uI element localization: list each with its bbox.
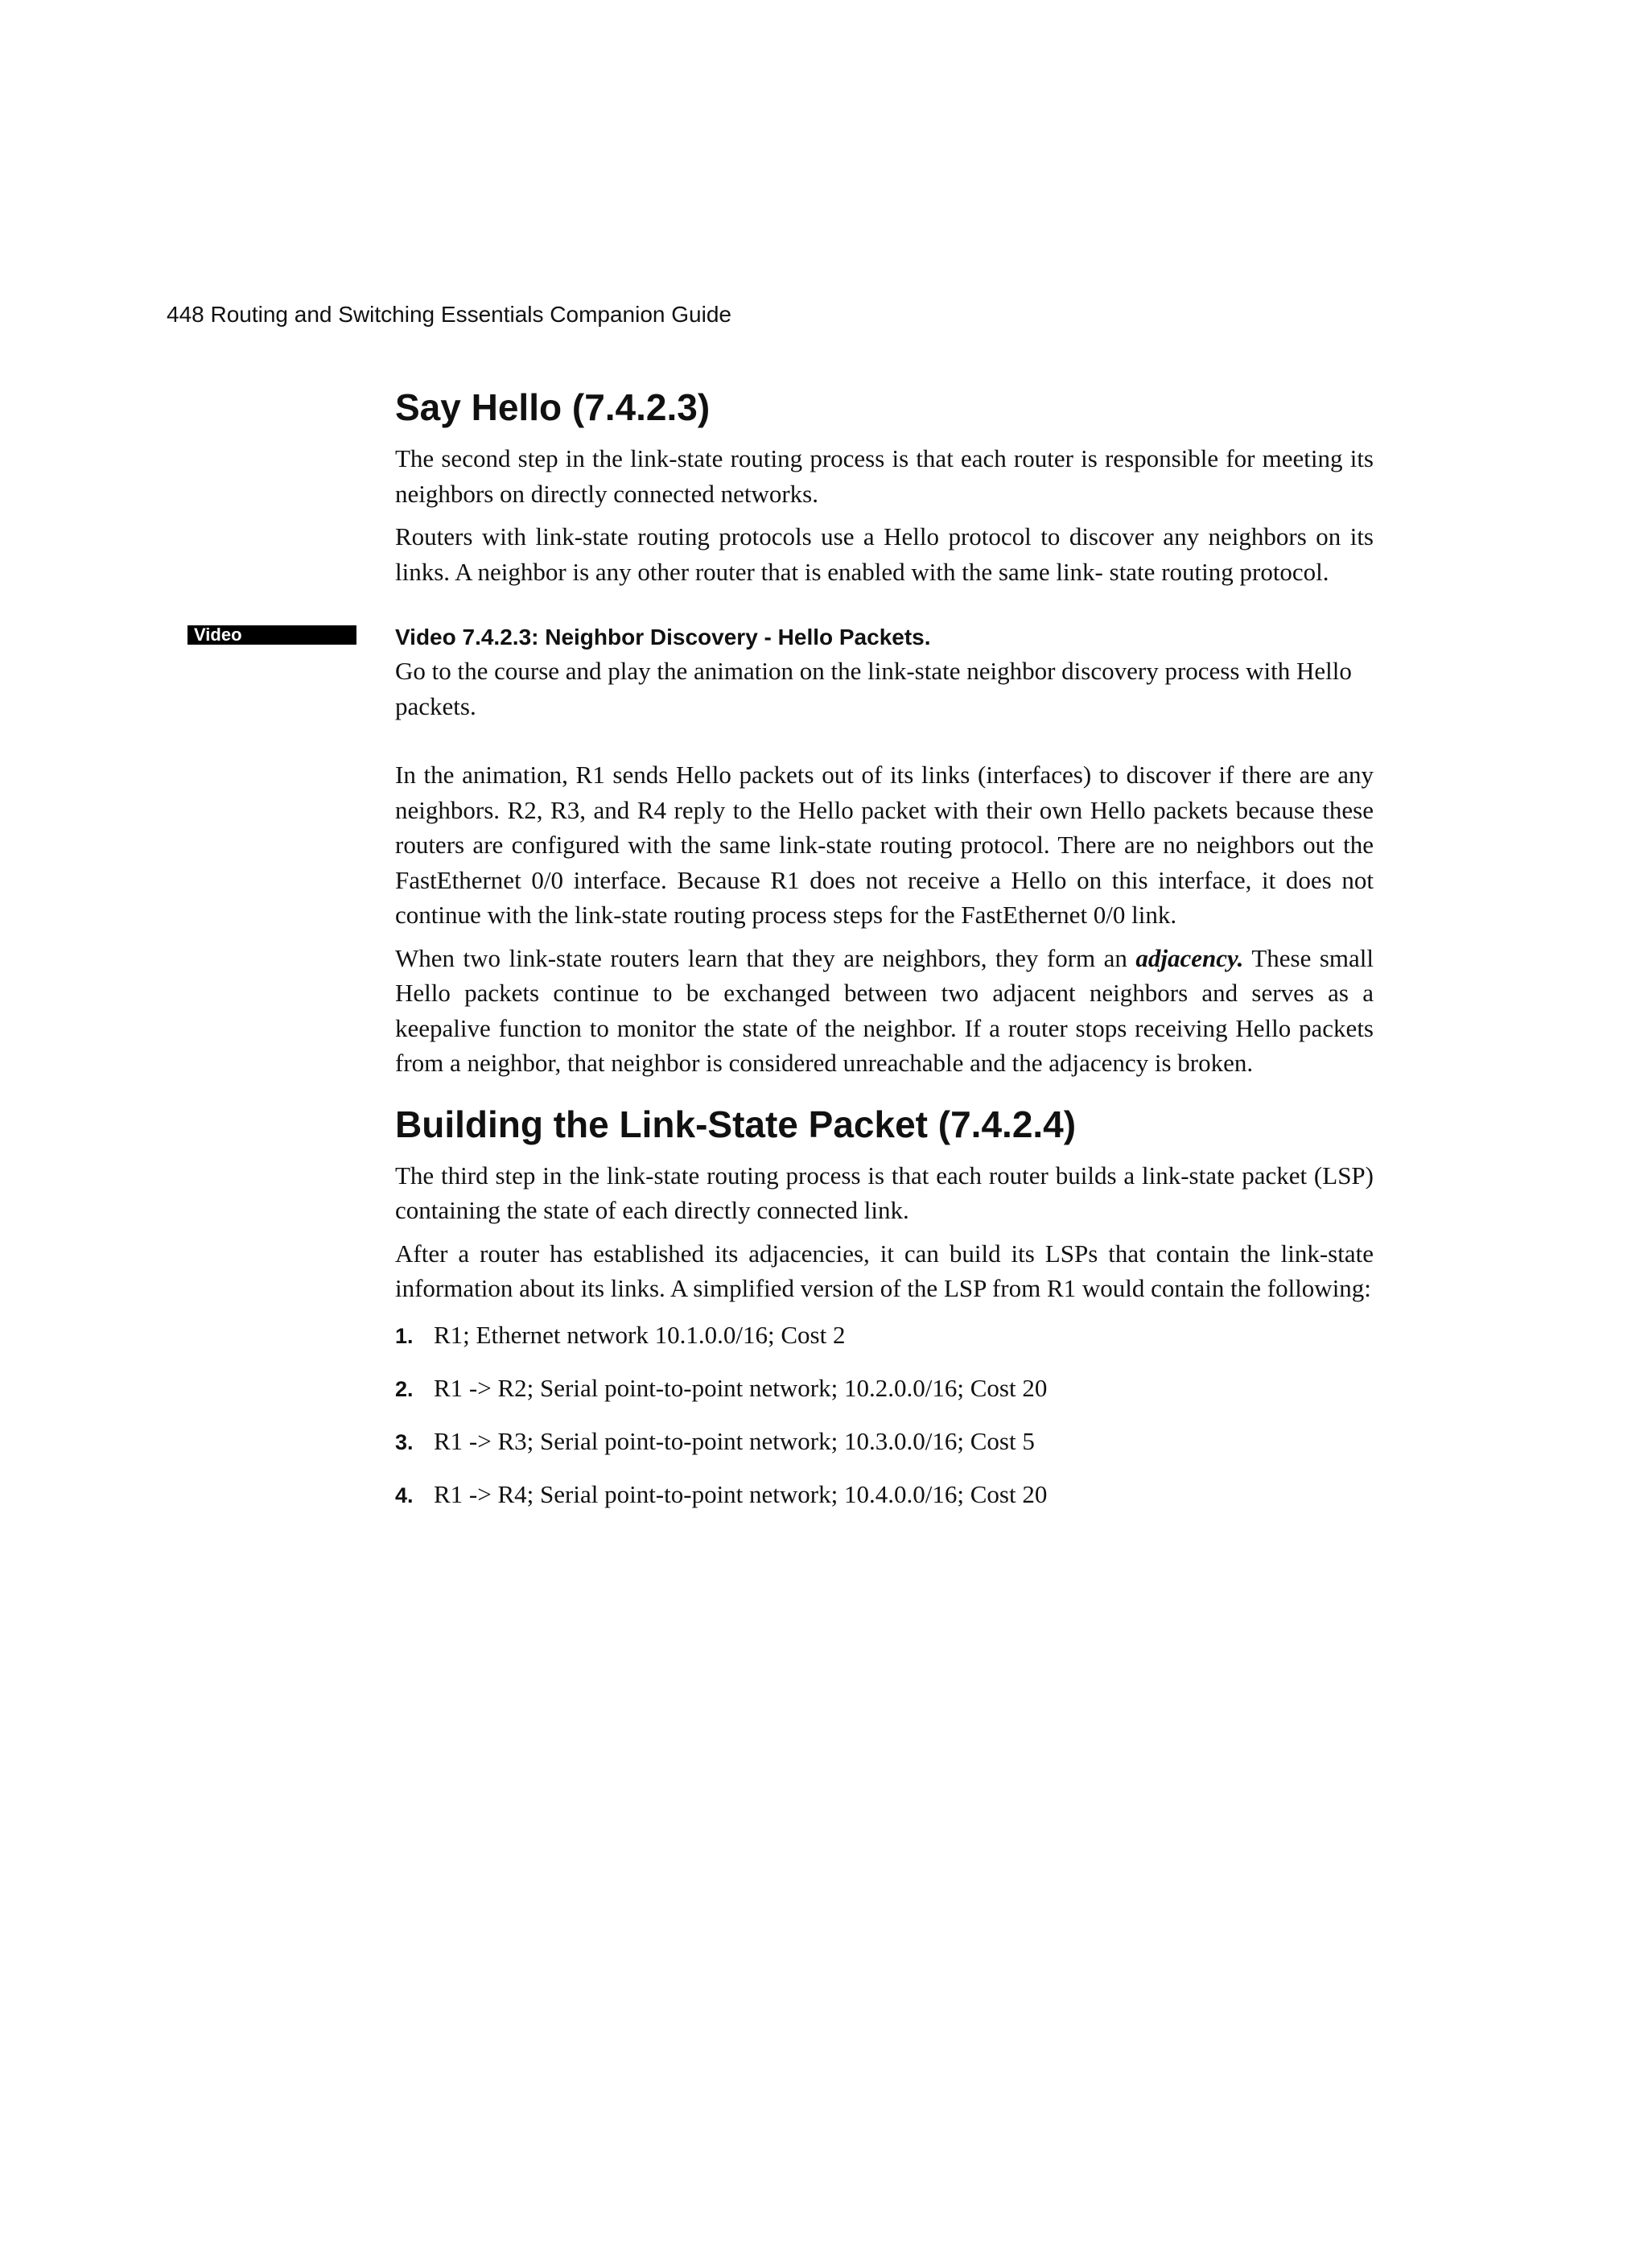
video-description: Go to the course and play the animation on the link-state neighbor discovery process with Hello packets. bbox=[395, 657, 1352, 720]
list-text: R1 -> R2; Serial point-to-point network; 10.2.0.0/16; Cost 20 bbox=[434, 1373, 1048, 1402]
paragraph: Routers with link-state routing protocols use a Hello protocol to discover any neighbors on its links. A neighbor is any other router that is enabled with the same link- state routing protocol. bbox=[395, 522, 1374, 586]
list-number: 1. bbox=[395, 1323, 414, 1348]
list-text: R1 -> R4; Serial point-to-point network; 10.4.0.0/16; Cost 20 bbox=[434, 1479, 1048, 1508]
list-item bbox=[395, 1318, 1374, 1354]
list-item bbox=[395, 1371, 1374, 1407]
paragraph: In the animation, R1 sends Hello packets out of its links (interfaces) to discover if there are any neighbors. R2, R3, and R4 reply to the Hello packet with their own Hello packets because these routers are configured with the same link-state routing protocol. There are no neighbors out the FastEthernet 0/0 interface. Because R1 does not receive a Hello on this interface, it does not continue with the link-state routing process steps for the FastEthernet 0/0 link. bbox=[395, 761, 1374, 929]
list-number: 4. bbox=[395, 1482, 414, 1507]
video-callout bbox=[194, 623, 1374, 724]
paragraph: After a router has established its adjacencies, it can build its LSPs that contain the link-state information about its links. A simplified version of the LSP from R1 would contain the following: bbox=[395, 1239, 1374, 1302]
video-title: Video 7.4.2.3: Neighbor Discovery - Hello Packets. bbox=[395, 625, 931, 649]
lsp-list bbox=[395, 1318, 1374, 1513]
list-item bbox=[395, 1477, 1374, 1513]
video-badge: Video bbox=[187, 625, 356, 645]
section-heading-say-hello: Say Hello (7.4.2.3) bbox=[395, 386, 711, 428]
key-term: adjacency. bbox=[1135, 943, 1244, 972]
running-head: 448 Routing and Switching Essentials Companion Guide bbox=[167, 302, 731, 327]
list-item bbox=[395, 1424, 1374, 1460]
list-text: R1; Ethernet network 10.1.0.0/16; Cost 2 bbox=[434, 1320, 846, 1349]
page-content bbox=[194, 385, 1374, 1530]
paragraph-text: When two link-state routers learn that they are neighbors, they form an bbox=[395, 943, 1136, 972]
section-heading-building-lsp: Building the Link-State Packet (7.4.2.4) bbox=[395, 1103, 1077, 1145]
list-number: 2. bbox=[395, 1376, 414, 1401]
paragraph-adjacency bbox=[395, 941, 1374, 1081]
paragraph: The second step in the link-state routing process is that each router is responsible for meeting its neighbors on directly connected networks. bbox=[395, 444, 1374, 508]
paragraph: The third step in the link-state routing process is that each router builds a link-state packet (LSP) containing the state of each directly connected link. bbox=[395, 1161, 1374, 1224]
list-number: 3. bbox=[395, 1429, 414, 1454]
list-text: R1 -> R3; Serial point-to-point network; 10.3.0.0/16; Cost 5 bbox=[434, 1426, 1035, 1455]
paragraph-text: These small Hello packets continue to be exchanged between two adjacent neighbors and serves as a keepalive function to monitor the state of the neighbor. If a router stops receiving Hello packets from a neighbor, that neighbor is considered unreachable and the adjacency is broken. bbox=[395, 943, 1374, 1077]
